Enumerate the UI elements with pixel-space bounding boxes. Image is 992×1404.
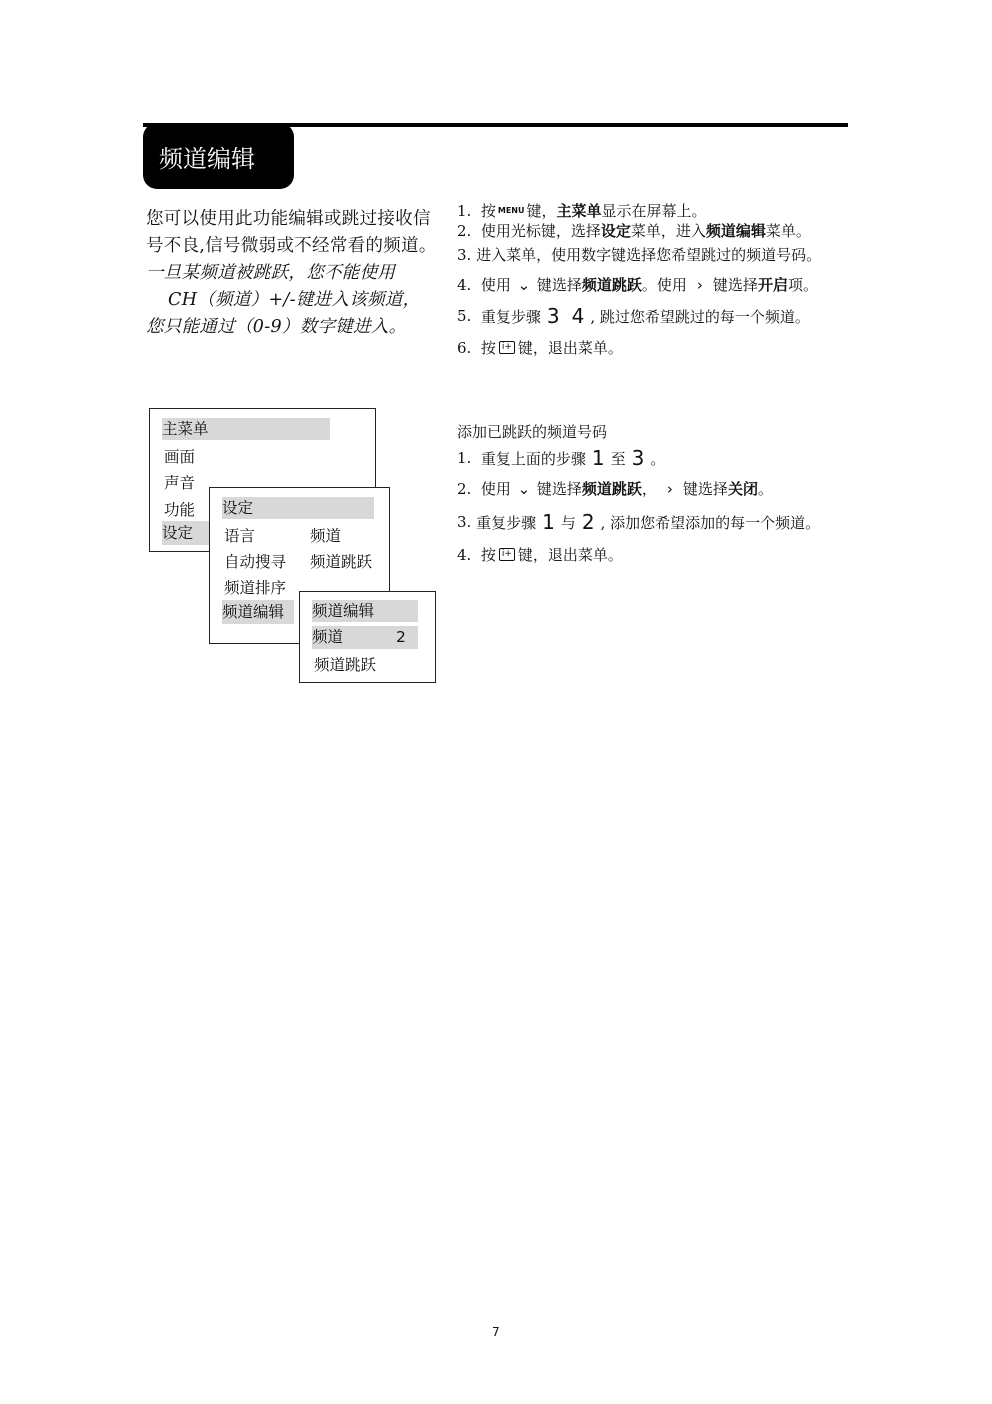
right-arrow-icon: ›: [666, 479, 673, 498]
step-text: 重复步骤: [480, 307, 541, 326]
step-number: 1.: [457, 201, 472, 220]
step-text: 键，: [526, 202, 557, 220]
section-title: [143, 123, 294, 189]
step-text: 菜单。: [765, 222, 811, 240]
step-number: 3.: [457, 245, 472, 264]
step-number: 3.: [457, 513, 472, 531]
step-2: [457, 220, 811, 241]
down-arrow-icon: ⌄: [517, 275, 531, 294]
settings-item-channel-sort[interactable]: 频道排序: [224, 579, 287, 597]
add-step-3: [457, 510, 820, 534]
step-text: 。: [757, 480, 773, 498]
add-step-1: [457, 446, 665, 470]
step-text: 重复上面的步骤: [480, 449, 586, 468]
step-text: 至: [610, 449, 626, 468]
step-number: 2.: [457, 221, 472, 240]
step-text: 按: [480, 339, 496, 357]
step-number: 5.: [457, 307, 472, 325]
step-text: 键选择: [682, 480, 728, 498]
channel-skip-item[interactable]: 频道跳跃: [314, 656, 377, 674]
settings-item-channel[interactable]: 频道: [310, 527, 342, 545]
channel-edit-box: [299, 591, 436, 683]
main-menu-title: 主菜单: [162, 418, 330, 440]
note-line-1: 一旦某频道被跳跃，您不能使用: [146, 263, 396, 283]
step-number: 1.: [457, 449, 472, 467]
step-5: [457, 304, 810, 328]
step-bold: 设定: [600, 222, 631, 240]
note-line-2: CH（频道）+/-键进入该频道，: [168, 290, 421, 310]
step-text: 。使用: [641, 276, 687, 294]
page-number: 7: [492, 1325, 500, 1339]
info-exit-icon: i+: [499, 548, 515, 561]
step-ref: 3: [631, 446, 645, 470]
step-bold: 频道跳跃: [581, 480, 642, 498]
step-number: 4.: [457, 545, 472, 564]
step-bold: 频道编辑: [705, 222, 766, 240]
settings-item-language[interactable]: 语言: [224, 527, 256, 545]
step-ref: 4: [571, 304, 585, 328]
intro-block: [146, 206, 446, 341]
step-text: 键选择: [712, 276, 758, 294]
step-text: 键选择: [536, 480, 582, 498]
settings-item-channel-skip[interactable]: 频道跳跃: [310, 553, 373, 571]
intro-text: 您可以使用此功能编辑或跳过接收信号不良,信号微弱或不经常看的频道。: [146, 209, 437, 256]
step-text: 键选择: [536, 276, 582, 294]
step-text: 。: [650, 449, 666, 468]
step-number: 2.: [457, 479, 472, 498]
step-1: [457, 200, 707, 221]
main-menu-item-sound[interactable]: 声音: [164, 474, 196, 492]
step-text: 菜单，进入: [630, 222, 706, 240]
step-ref: 1: [591, 446, 605, 470]
step-3: [457, 244, 821, 265]
add-section-title: 添加已跳跃的频道号码: [457, 423, 608, 441]
channel-value: 2: [396, 628, 406, 646]
step-text: , 跳过您希望跳过的每一个频道。: [590, 307, 810, 326]
step-text: 使用: [480, 480, 511, 498]
main-menu-item-function[interactable]: 功能: [164, 501, 196, 519]
settings-item-auto-search[interactable]: 自动搜寻: [224, 553, 287, 571]
step-number: 6.: [457, 338, 472, 357]
main-menu-item-picture[interactable]: 画面: [164, 448, 196, 466]
add-step-4: [457, 544, 623, 565]
step-text: 键，退出菜单。: [517, 339, 623, 357]
step-text: 与: [560, 513, 576, 532]
step-ref: 1: [542, 510, 555, 534]
step-text: 按: [480, 546, 496, 564]
step-bold: 开启: [757, 276, 788, 294]
channel-label: 频道: [312, 628, 344, 646]
step-text: 项。: [787, 276, 818, 294]
step-4: [457, 274, 818, 295]
settings-menu-title: 设定: [222, 497, 374, 519]
step-text: 键，退出菜单。: [517, 546, 623, 564]
step-text: 使用: [480, 276, 511, 294]
note-line-3: 您只能通过（0-9）数字键进入。: [146, 317, 407, 337]
step-text: 按: [480, 202, 496, 220]
menu-key-label: MENU: [497, 206, 525, 215]
section-title-text: 频道编辑: [159, 144, 255, 173]
step-text: 使用光标键，选择: [480, 222, 601, 240]
down-arrow-icon: ⌄: [517, 479, 531, 498]
channel-edit-title: 频道编辑: [312, 600, 418, 622]
step-text: 显示在屏幕上。: [601, 202, 707, 220]
right-arrow-icon: ›: [696, 275, 703, 294]
info-exit-icon: i+: [499, 341, 515, 354]
step-text: , 添加您希望添加的每一个频道。: [600, 513, 821, 532]
channel-number-row[interactable]: [312, 626, 418, 649]
add-step-2: [457, 478, 773, 499]
step-6: [457, 337, 623, 358]
step-text: ，: [641, 480, 657, 498]
step-bold: 主菜单: [556, 202, 602, 220]
step-bold: 关闭: [727, 480, 758, 498]
step-text: 重复步骤: [476, 513, 537, 532]
step-ref: 2: [581, 510, 595, 534]
settings-item-channel-edit[interactable]: 频道编辑: [222, 600, 294, 624]
main-menu-item-settings[interactable]: 设定: [162, 521, 210, 545]
step-text: 进入菜单，使用数字键选择您希望跳过的频道号码。: [476, 246, 822, 264]
step-bold: 频道跳跃: [581, 276, 642, 294]
step-number: 4.: [457, 275, 472, 294]
step-ref: 3: [546, 304, 560, 328]
